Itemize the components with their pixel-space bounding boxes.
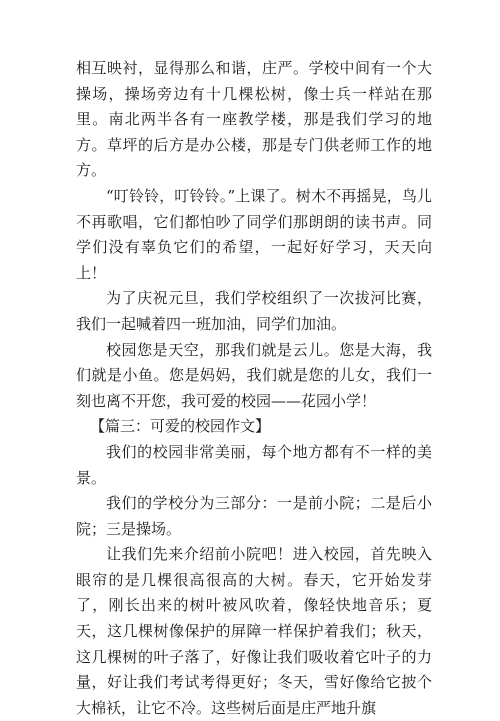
paragraph-1: 相互映衬，显得那么和谐，庄严。学校中间有一个大操场，操场旁边有十几棵松树，像士兵一样站在那里。南北两半各有一座教学楼，那是我们学习的地方。草坪的后方是办公楼，那是专门供老师工作的地方。 — [76, 59, 432, 180]
paragraph-2: “叮铃铃，叮铃铃。”上课了。树木不再摇晃，鸟儿不再歌唱，它们都怕吵了同学们那朗朗的读书声。同学们没有辜负它们的希望，一起好好学习，天天向上！ — [76, 186, 432, 282]
paragraph-5: 我们的校园非常美丽，每个地方都有不一样的美景。 — [76, 442, 432, 487]
paragraph-3: 为了庆祝元旦，我们学校组织了一次拔河比赛，我们一起喊着四一班加油，同学们加油。 — [76, 289, 432, 333]
paragraph-6: 我们的学校分为三部分：一是前小院；二是后小院；三是操场。 — [76, 494, 432, 538]
paragraph-4: 校园您是天空，那我们就是云儿。您是大海，我们就是小鱼。您是妈妈，我们就是您的儿女，我们一刻也离不开您，我可爱的校园——花园小学！ — [76, 340, 432, 410]
document-page — [76, 56, 432, 721]
section-heading: 【篇三：可爱的校园作文】 — [90, 417, 271, 436]
paragraph-7: 让我们先来介绍前小院吧！进入校园，首先映入眼帘的是几棵很高很高的大树。春天，它开始发芽了，刚长出来的树叶被风吹着，像轻快地音乐；夏天，这几棵树像保护的屏障一样保护着我们；秋天，这几棵树的叶子落了，好像让我们吸收着它叶子的力量，好让我们考试考得更好；冬天，雪好像给它披个大棉袄，让它不冷。这些树后面是庄严地升旗 — [76, 545, 432, 717]
